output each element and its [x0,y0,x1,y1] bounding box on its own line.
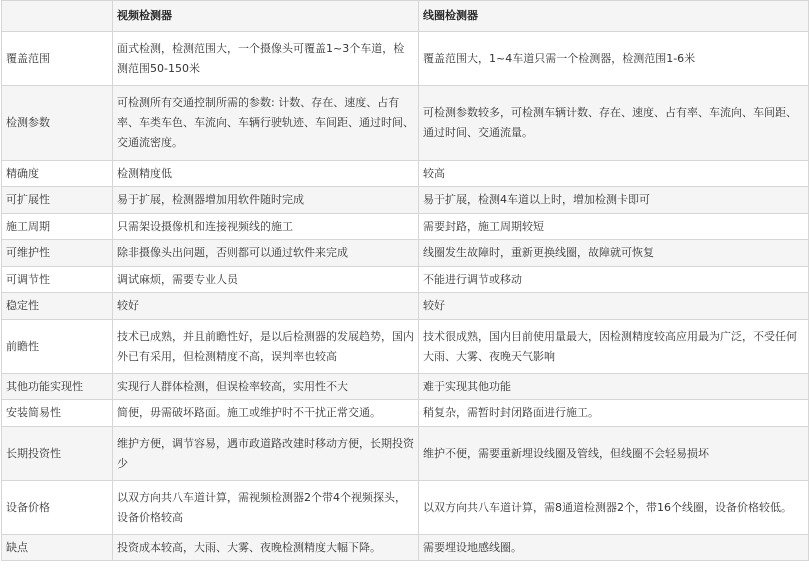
comparison-table [1,0,809,561]
row-label: 稳定性 [2,293,113,320]
row-label: 长期投资性 [2,427,113,481]
video-cell: 实现行人群体检测，但误检率较高，实用性不大 [113,374,419,400]
row-label: 前瞻性 [2,320,113,374]
coil-cell: 可检测参数较多，可检测车辆计数、存在、速度、占有率、车流向、车间距、通过时间、交通流量。 [419,86,809,161]
video-cell: 只需架设摄像机和连接视频线的施工 [113,214,419,240]
row-label: 检测参数 [2,86,113,161]
table-row [2,32,809,86]
video-cell: 简便，毋需破坏路面。施工或维护时不干扰正常交通。 [113,400,419,427]
coil-cell: 易于扩展，检测4车道以上时，增加检测卡即可 [419,187,809,214]
coil-cell: 难于实现其他功能 [419,374,809,400]
table-header-row [2,1,809,32]
table-row [2,161,809,187]
coil-cell: 以双方向共八车道计算，需8通道检测器2个，带16个线圈，设备价格较低。 [419,481,809,535]
video-cell: 调试麻烦，需要专业人员 [113,267,419,293]
row-label: 其他功能实现性 [2,374,113,400]
video-cell: 面式检测，检测范围大，一个摄像头可覆盖1~3个车道，检测范围50-150米 [113,32,419,86]
row-label: 缺点 [2,535,113,561]
video-cell: 检测精度低 [113,161,419,187]
video-cell: 技术已成熟，并且前瞻性好，是以后检测器的发展趋势，国内外已有采用，但检测精度不高，误判率也较高 [113,320,419,374]
table-row [2,535,809,561]
video-cell: 可检测所有交通控制所需的参数: 计数、存在、速度、占有率、车类车色、车流向、车辆行驶轨迹、车间距、通过时间、交通流密度。 [113,86,419,161]
table-row [2,427,809,481]
coil-cell: 稍复杂，需暂时封闭路面进行施工。 [419,400,809,427]
row-label: 精确度 [2,161,113,187]
row-label: 可维护性 [2,240,113,267]
video-cell: 维护方便，调节容易，遇市政道路改建时移动方便，长期投资少 [113,427,419,481]
coil-cell: 线圈发生故障时，重新更换线圈，故障就可恢复 [419,240,809,267]
coil-cell: 不能进行调节或移动 [419,267,809,293]
table-row [2,86,809,161]
table-row [2,240,809,267]
header-video-detector: 视频检测器 [113,1,419,32]
table-row [2,481,809,535]
header-empty-cell [2,1,113,32]
row-label: 覆盖范围 [2,32,113,86]
coil-cell: 需要埋设地感线圈。 [419,535,809,561]
coil-cell: 较好 [419,293,809,320]
coil-cell: 覆盖范围大，1~4车道只需一个检测器，检测范围1-6米 [419,32,809,86]
table-row [2,374,809,400]
header-coil-detector: 线圈检测器 [419,1,809,32]
table-row [2,400,809,427]
coil-cell: 维护不便，需要重新埋设线圈及管线，但线圈不会轻易损坏 [419,427,809,481]
table-row [2,320,809,374]
coil-cell: 需要封路，施工周期较短 [419,214,809,240]
coil-cell: 技术很成熟，国内目前使用量最大，因检测精度较高应用最为广泛，不受任何大雨、大雾、夜晚天气影响 [419,320,809,374]
row-label: 安装简易性 [2,400,113,427]
table-row [2,267,809,293]
row-label: 施工周期 [2,214,113,240]
video-cell: 除非摄像头出问题，否则都可以通过软件来完成 [113,240,419,267]
video-cell: 以双方向共八车道计算，需视频检测器2个带4个视频探头，设备价格较高 [113,481,419,535]
table-row [2,293,809,320]
table-row [2,214,809,240]
table-row [2,187,809,214]
video-cell: 易于扩展，检测器增加用软件随时完成 [113,187,419,214]
row-label: 可调节性 [2,267,113,293]
row-label: 可扩展性 [2,187,113,214]
row-label: 设备价格 [2,481,113,535]
coil-cell: 较高 [419,161,809,187]
video-cell: 投资成本较高，大雨、大雾、夜晚检测精度大幅下降。 [113,535,419,561]
video-cell: 较好 [113,293,419,320]
